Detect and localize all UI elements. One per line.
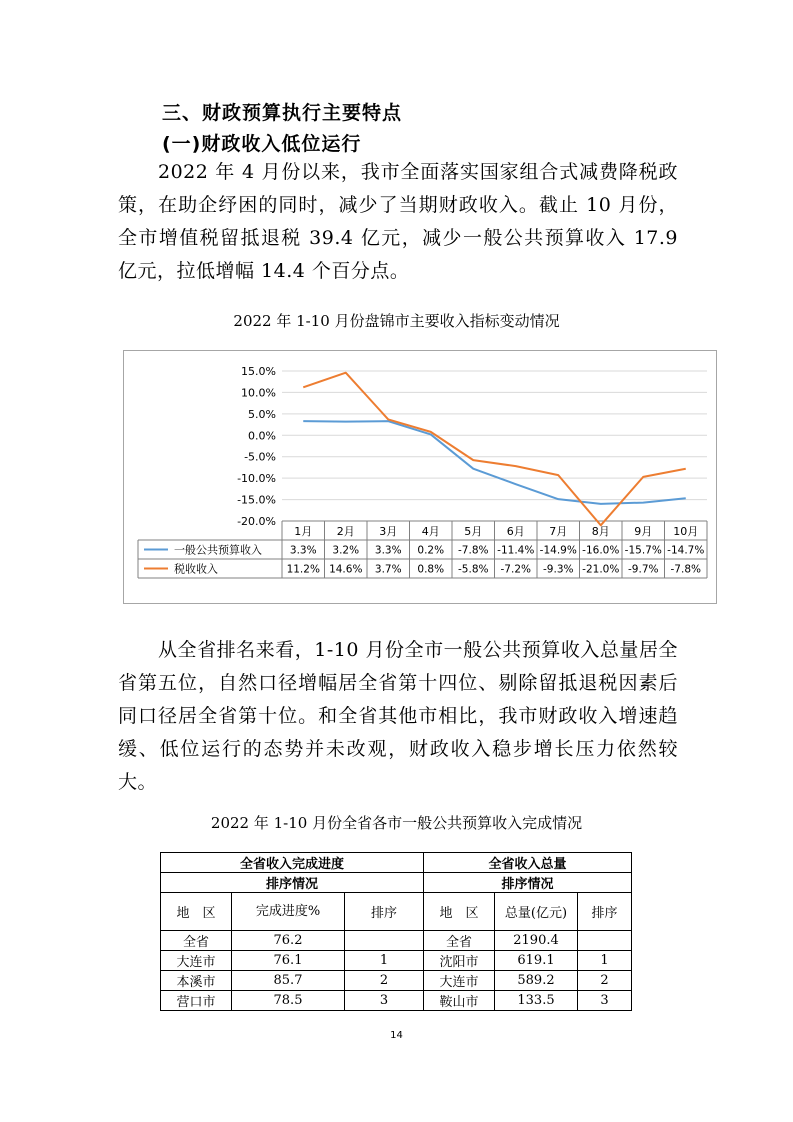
y-tick-label: -15.0% (237, 493, 276, 507)
right-table-header: 全省收入总量 (424, 853, 632, 873)
data-label: -7.8% (458, 544, 489, 557)
left-table-header: 全省收入完成进度 (161, 853, 424, 873)
cell-rank: 1 (345, 951, 424, 971)
cell-region: 本溪市 (161, 971, 232, 991)
data-label: -7.8% (670, 563, 701, 576)
chart-container (123, 350, 717, 604)
col-region-right: 地 区 (424, 893, 495, 931)
data-label: -15.7% (624, 544, 662, 557)
x-tick-label: 9月 (634, 525, 653, 538)
col-total: 总量(亿元) (495, 893, 578, 931)
legend-label: 一般公共预算收入 (174, 543, 262, 557)
cell-region: 鞍山市 (424, 991, 495, 1011)
data-label: -14.9% (539, 544, 577, 557)
cell-rank (345, 931, 424, 951)
paragraph-1: 2022 年 4 月份以来，我市全面落实国家组合式减费降税政策，在助企纾困的同时，减少了当期财政收入。截止 10 月份，全市增值税留抵退税 39.4 亿元，减少一般公共预算收入 17.9 亿元，拉低增幅 14.4 个百分点。 (118, 161, 678, 282)
cell-total: 619.1 (495, 951, 578, 971)
cell-total: 589.2 (495, 971, 578, 991)
y-tick-label: -10.0% (237, 472, 276, 486)
cell-rank: 2 (578, 971, 632, 991)
cell-rank: 2 (345, 971, 424, 991)
x-tick-label: 10月 (673, 525, 699, 538)
data-label: 3.2% (332, 544, 360, 557)
y-tick-label: -5.0% (244, 450, 276, 464)
col-progress: 完成进度% (232, 893, 345, 931)
x-tick-label: 1月 (294, 525, 313, 538)
cell-progress: 76.1 (232, 951, 345, 971)
data-label: -9.7% (628, 563, 659, 576)
legend-label: 税收收入 (174, 562, 218, 576)
data-label: -5.8% (458, 563, 489, 576)
cell-progress: 76.2 (232, 931, 345, 951)
data-label: -11.4% (497, 544, 535, 557)
cell-rank: 3 (345, 991, 424, 1011)
table-row (161, 991, 632, 1011)
table-row (161, 971, 632, 991)
table-row (161, 951, 632, 971)
y-tick-label: -20.0% (237, 515, 276, 528)
table-caption: 2022 年 1-10 月份全省各市一般公共预算收入完成情况 (210, 814, 583, 832)
data-label: -7.2% (500, 563, 531, 576)
x-tick-label: 4月 (421, 525, 440, 538)
cell-region: 营口市 (161, 991, 232, 1011)
left-sub-header: 排序情况 (161, 873, 424, 893)
section-title: 三、财政预算执行主要特点 (162, 102, 403, 124)
ranking-table (160, 852, 632, 1011)
y-tick-label: 0.0% (248, 429, 276, 443)
y-tick-label: 5.0% (248, 407, 276, 421)
y-tick-label: 15.0% (241, 365, 276, 378)
data-label: -21.0% (582, 563, 620, 576)
cell-region: 全省 (161, 931, 232, 951)
paragraph-2: 从全省排名来看，1-10 月份全市一般公共预算收入总量居全省第五位，自然口径增幅居全省第十四位、剔除留抵退税因素后同口径居全省第十位。和全省其他市相比，我市财政收入增速趋缓、低位运行的态势并未改观，财政收入稳步增长压力依然较大。 (118, 639, 678, 793)
table-row (161, 931, 632, 951)
x-tick-label: 7月 (549, 525, 568, 538)
cell-rank (578, 931, 632, 951)
line-chart (124, 351, 716, 603)
data-label: 14.6% (329, 563, 363, 576)
data-label: 0.8% (417, 563, 445, 576)
data-label: 3.3% (289, 544, 317, 557)
x-tick-label: 8月 (591, 525, 610, 538)
x-tick-label: 3月 (379, 525, 398, 538)
cell-region: 大连市 (424, 971, 495, 991)
data-label: 11.2% (286, 563, 320, 576)
cell-region: 沈阳市 (424, 951, 495, 971)
data-label: -16.0% (582, 544, 620, 557)
col-rank-right: 排序 (578, 893, 632, 931)
page-number: 14 (390, 1030, 403, 1041)
x-tick-label: 5月 (464, 525, 483, 538)
data-label: 3.3% (374, 544, 402, 557)
data-label: 0.2% (417, 544, 445, 557)
y-tick-label: 10.0% (241, 386, 276, 400)
data-label: -9.3% (543, 563, 574, 576)
cell-rank: 1 (578, 951, 632, 971)
right-sub-header: 排序情况 (424, 873, 632, 893)
col-rank-left: 排序 (345, 893, 424, 931)
subsection-title: (一)财政收入低位运行 (162, 133, 362, 155)
cell-progress: 85.7 (232, 971, 345, 991)
chart-caption: 2022 年 1-10 月份盘锦市主要收入指标变动情况 (233, 312, 560, 330)
cell-rank: 3 (578, 991, 632, 1011)
cell-total: 133.5 (495, 991, 578, 1011)
cell-region: 全省 (424, 931, 495, 951)
cell-progress: 78.5 (232, 991, 345, 1011)
x-tick-label: 2月 (336, 525, 355, 538)
cell-region: 大连市 (161, 951, 232, 971)
col-region-left: 地 区 (161, 893, 232, 931)
x-tick-label: 6月 (506, 525, 525, 538)
cell-total: 2190.4 (495, 931, 578, 951)
data-label: -14.7% (667, 544, 705, 557)
data-label: 3.7% (374, 563, 402, 576)
